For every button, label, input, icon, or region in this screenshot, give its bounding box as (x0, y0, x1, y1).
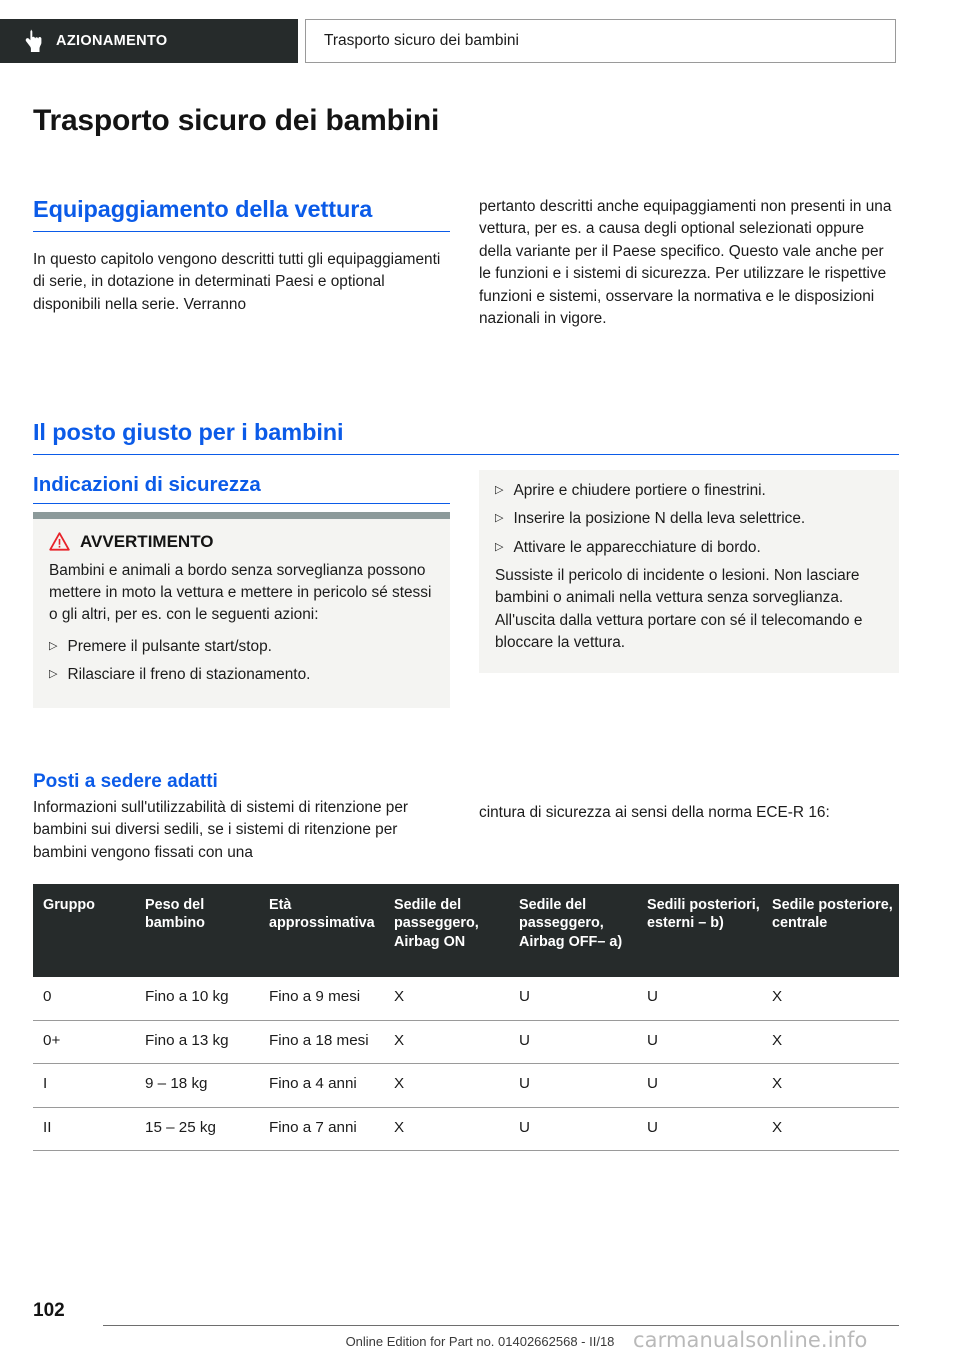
warning-body-text: Bambini e animali a bordo senza sorveglianza possono mettere in moto la vettura e mettere in pericolo sé stessi o gli altri, per es. con le seguenti azioni: (49, 561, 432, 624)
table-row (33, 977, 899, 1020)
section-label: Trasporto sicuro dei bambini (324, 32, 519, 49)
table-cell: 0 (33, 977, 145, 1020)
watermark: carmanualsonline.info (633, 1328, 868, 1352)
warning-box (33, 512, 450, 709)
equipaggiamento-heading: Equipaggiamento della vettura (33, 196, 373, 222)
table-column-header: Sedile posteriore, centrale (772, 884, 899, 977)
table-column-header: Sedile del passeggero, Airbag OFF– a) (519, 884, 647, 977)
table-column-header: Gruppo (33, 884, 145, 977)
warning-triangle-icon (49, 532, 70, 551)
list-item (49, 664, 434, 686)
triangle-bullet-icon: ▷ (495, 540, 504, 553)
table-cell: Fino a 10 kg (145, 977, 269, 1020)
pointing-hand-icon (22, 29, 44, 53)
section-tab[interactable] (305, 19, 896, 63)
table-cell: U (647, 1064, 772, 1108)
table-row (33, 1107, 899, 1151)
indicazioni-left-column (33, 473, 450, 708)
warning-continued-bullet-list (495, 480, 883, 559)
warning-box-body (33, 519, 450, 709)
equipaggiamento-left-column (33, 196, 450, 316)
list-item-label: Attivare le apparecchiature di bordo. (513, 538, 761, 556)
page-header (0, 19, 960, 63)
table-cell: U (647, 977, 772, 1020)
table-cell: Fino a 13 kg (145, 1020, 269, 1064)
footer-edition-text: Online Edition for Part no. 01402662568 - II/18 (345, 1334, 615, 1349)
child-seat-table (33, 884, 899, 1151)
table-header (33, 884, 899, 977)
warning-box-continued (479, 470, 899, 673)
triangle-bullet-icon: ▷ (49, 668, 58, 681)
list-item-label: Aprire e chiudere portiere o finestrini. (513, 482, 766, 499)
list-item-label: Inserire la posizione N della leva selettrice. (513, 510, 806, 528)
indicazioni-subheading: Indicazioni di sicurezza (33, 473, 261, 496)
table-cell: U (647, 1020, 772, 1064)
posti-adatti-right-text: cintura di sicurezza ai sensi della norma ECE-R 16: (479, 804, 830, 821)
chapter-label: AZIONAMENTO (56, 33, 168, 49)
table-cell: Fino a 9 mesi (269, 977, 394, 1020)
indicazioni-right-column (479, 470, 899, 673)
table-row (33, 1064, 899, 1108)
table-cell: X (394, 1064, 519, 1108)
warning-continued-body-text: Sussiste il pericolo di incidente o lesioni. Non lasciare bambini o animali nella vettura senza sorveglianza. All'uscita dalla vettura portare con sé il telecomando e bloccare la vettura. (495, 566, 863, 652)
warning-title-row (49, 532, 434, 552)
posto-giusto-heading-block (33, 419, 899, 455)
table-cell: X (394, 1107, 519, 1151)
equipaggiamento-left-text: In questo capitolo vengono descritti tutti gli equipaggiamenti di serie, in dotazione in determinati Paesi e optional disponibili nella serie. Verranno (33, 250, 441, 313)
table-cell: X (772, 1020, 899, 1064)
table-cell: U (647, 1107, 772, 1151)
table-cell: 9 – 18 kg (145, 1064, 269, 1108)
posti-adatti-left-column (33, 771, 450, 864)
table-cell: X (394, 1020, 519, 1064)
posti-adatti-right-column (479, 802, 899, 824)
equipaggiamento-right-column (479, 196, 899, 330)
table-column-header: Peso del bambino (145, 884, 269, 977)
warning-bullet-list (49, 636, 434, 687)
warning-box-top-bar (33, 512, 450, 519)
table-cell: II (33, 1107, 145, 1151)
equipaggiamento-right-text: pertanto descritti anche equipaggiamenti non presenti in una vettura, per es. a causa degli optional selezionati oppure della variante per il Paese specifico. Questo vale anche per le funzioni e i sistemi di sicurezza. Per utilizzare le rispettive funzioni e sistemi, osservare la normativa e le disposizioni nazionali in vigore. (479, 198, 892, 328)
posto-giusto-heading: Il posto giusto per i bambini (33, 419, 344, 445)
table-row (33, 1020, 899, 1064)
triangle-bullet-icon: ▷ (495, 484, 504, 496)
list-item (49, 636, 434, 658)
table-cell: X (772, 1107, 899, 1151)
table-cell: U (519, 1107, 647, 1151)
list-item-label: Rilasciare il freno di stazionamento. (67, 666, 311, 684)
table-cell: U (519, 1020, 647, 1064)
table-cell: 0+ (33, 1020, 145, 1064)
table-cell: 15 – 25 kg (145, 1107, 269, 1151)
list-item (495, 480, 883, 502)
list-item (495, 537, 883, 559)
list-item (495, 508, 883, 530)
footer-rule (103, 1325, 899, 1326)
posti-adatti-heading: Posti a sedere adatti (33, 771, 218, 792)
table-cell: Fino a 4 anni (269, 1064, 394, 1108)
table-column-header: Età approssimativa (269, 884, 394, 977)
triangle-bullet-icon: ▷ (495, 512, 504, 525)
table-cell: X (772, 977, 899, 1020)
table-cell: X (772, 1064, 899, 1108)
table-cell: Fino a 18 mesi (269, 1020, 394, 1064)
table-cell: X (394, 977, 519, 1020)
table-body (33, 977, 899, 1151)
posto-giusto-rule (33, 454, 899, 455)
list-item-label: Premere il pulsante start/stop. (67, 637, 272, 655)
table-cell: U (519, 977, 647, 1020)
page-title: Trasporto sicuro dei bambini (33, 104, 440, 137)
indicazioni-rule (33, 503, 450, 504)
table-cell: Fino a 7 anni (269, 1107, 394, 1151)
table-header-row (33, 884, 899, 977)
table-cell: I (33, 1064, 145, 1108)
page-number: 102 (33, 1300, 65, 1321)
chapter-tab[interactable] (0, 19, 298, 63)
table-cell: U (519, 1064, 647, 1108)
warning-title: AVVERTIMENTO (80, 531, 214, 551)
table-column-header: Sedile del passeggero, Airbag ON (394, 884, 519, 977)
table-column-header: Sedili posteriori, esterni – b) (647, 884, 772, 977)
triangle-bullet-icon: ▷ (49, 639, 58, 652)
table (33, 884, 899, 1151)
posti-adatti-left-text: Informazioni sull'utilizzabilità di sistemi di ritenzione per bambini sui diversi sedili, se i sistemi di ritenzione per bambini vengono fissati con una (33, 798, 409, 861)
equipaggiamento-rule (33, 231, 450, 232)
